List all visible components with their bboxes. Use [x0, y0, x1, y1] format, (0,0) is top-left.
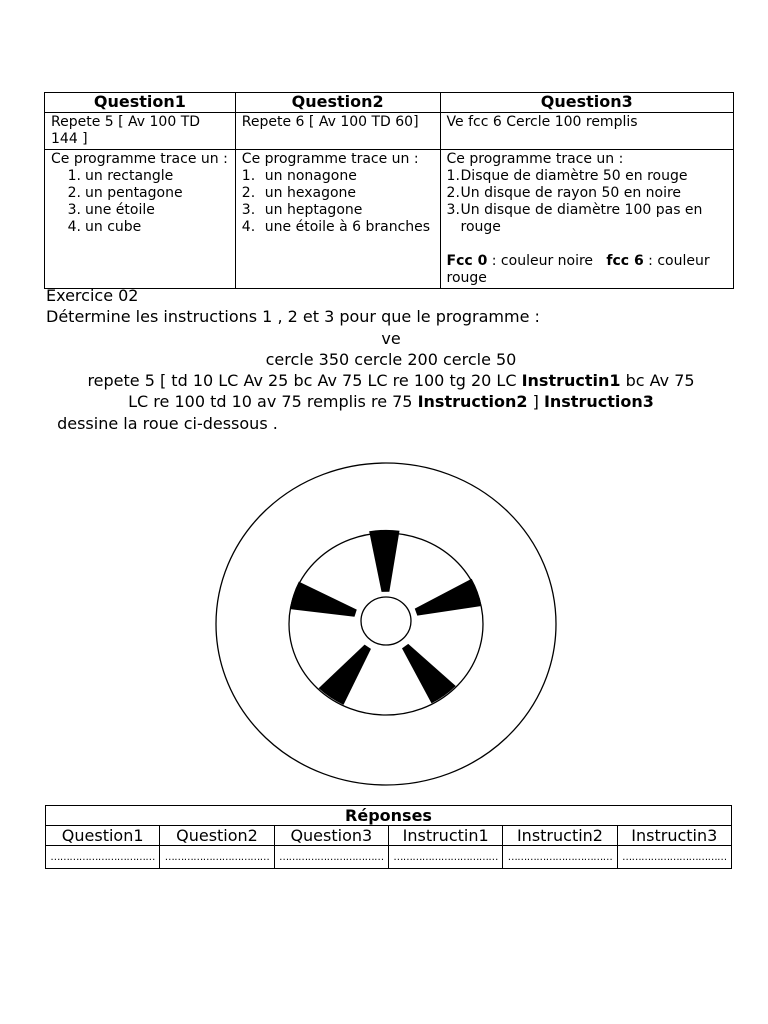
question1-option: 2. un pentagone	[67, 185, 183, 201]
program-line-lc: LC re 100 td 10 av 75 remplis re 75 Instruction2 ] Instruction3	[128, 392, 654, 412]
question1-options-cell	[45, 150, 236, 289]
question2-option: 1. un nonagone	[241, 168, 357, 184]
answer-blank[interactable]: ……………………………	[274, 846, 388, 869]
question2-header: Question2	[235, 93, 440, 113]
wheel-inner-circle	[361, 597, 411, 645]
questions-header-row	[45, 93, 734, 113]
answer-blank[interactable]: ……………………………	[388, 846, 502, 869]
answer-col-instructin1: Instructin1	[388, 826, 502, 846]
options-row	[45, 150, 734, 289]
question2-option: 2. un hexagone	[241, 185, 357, 201]
question1-intro: Ce programme trace un :	[51, 151, 228, 167]
answers-table	[45, 805, 732, 869]
programs-row	[45, 113, 734, 150]
instruction1-placeholder: Instructin1	[521, 371, 621, 391]
question3-color-note: Fcc 0 : couleur noire fcc 6 : couleur rouge	[446, 253, 710, 286]
question3-program: Ve fcc 6 Cercle 100 remplis	[440, 113, 733, 150]
answer-blank[interactable]: ……………………………	[160, 846, 274, 869]
question3-option: 1. Disque de diamètre 50 en rouge	[446, 168, 688, 184]
answers-header-row	[46, 826, 732, 846]
answer-col-question2: Question2	[160, 826, 274, 846]
question3-options-cell	[440, 150, 733, 289]
exercise-section	[46, 285, 736, 434]
wheel-spoke	[290, 582, 357, 617]
answer-blank[interactable]: ……………………………	[46, 846, 160, 869]
question3-intro: Ce programme trace un :	[446, 151, 624, 167]
answer-col-instructin2: Instructin2	[503, 826, 617, 846]
question1-header: Question1	[45, 93, 236, 113]
answer-blank[interactable]: ……………………………	[503, 846, 617, 869]
exercise-title: Exercice 02	[46, 286, 139, 305]
instruction3-placeholder: Instruction3	[543, 392, 654, 412]
question1-option: 3. une étoile	[67, 202, 155, 218]
answer-blank[interactable]: ……………………………	[617, 846, 731, 869]
question2-option: 3. un heptagone	[241, 202, 363, 218]
answer-col-instructin3: Instructin3	[617, 826, 731, 846]
question2-options-cell	[235, 150, 440, 289]
question1-options	[51, 168, 229, 236]
wheel-spoke	[369, 530, 399, 592]
questions-table	[44, 92, 734, 289]
answers-blank-row	[46, 846, 732, 869]
program-line-cercles: cercle 350 cercle 200 cercle 50	[265, 349, 517, 369]
wheel-spoke	[415, 579, 482, 616]
wheel-figure	[214, 461, 558, 787]
question3-option: 2. Un disque de rayon 50 en noire	[446, 185, 682, 201]
question3-option: 3. Un disque de diamètre 100 pas en rouge	[446, 202, 703, 235]
answers-title-row	[46, 806, 732, 826]
exercise-instruction: Détermine les instructions 1 , 2 et 3 pour que le programme :	[46, 307, 540, 327]
program-line-ve: ve	[381, 328, 401, 348]
question1-option: 4. un cube	[67, 219, 142, 235]
question1-program: Repete 5 [ Av 100 TD 144 ]	[45, 113, 236, 150]
question2-program: Repete 6 [ Av 100 TD 60]	[235, 113, 440, 150]
answer-col-question1: Question1	[46, 826, 160, 846]
question1-option: 1. un rectangle	[67, 168, 174, 184]
answers-title: Réponses	[46, 806, 732, 826]
question3-options	[447, 168, 727, 236]
answer-col-question3: Question3	[274, 826, 388, 846]
instruction2-placeholder: Instruction2	[417, 392, 528, 412]
program-line-repete: repete 5 [ td 10 LC Av 25 bc Av 75 LC re 100 tg 20 LC Instructin1 bc Av 75	[87, 371, 695, 391]
question3-header: Question3	[440, 93, 733, 113]
question2-options	[242, 168, 434, 236]
exercise-closing: dessine la roue ci-dessous .	[52, 413, 278, 433]
question2-intro: Ce programme trace un :	[241, 151, 419, 167]
question2-option: 4. une étoile à 6 branches	[241, 219, 431, 235]
